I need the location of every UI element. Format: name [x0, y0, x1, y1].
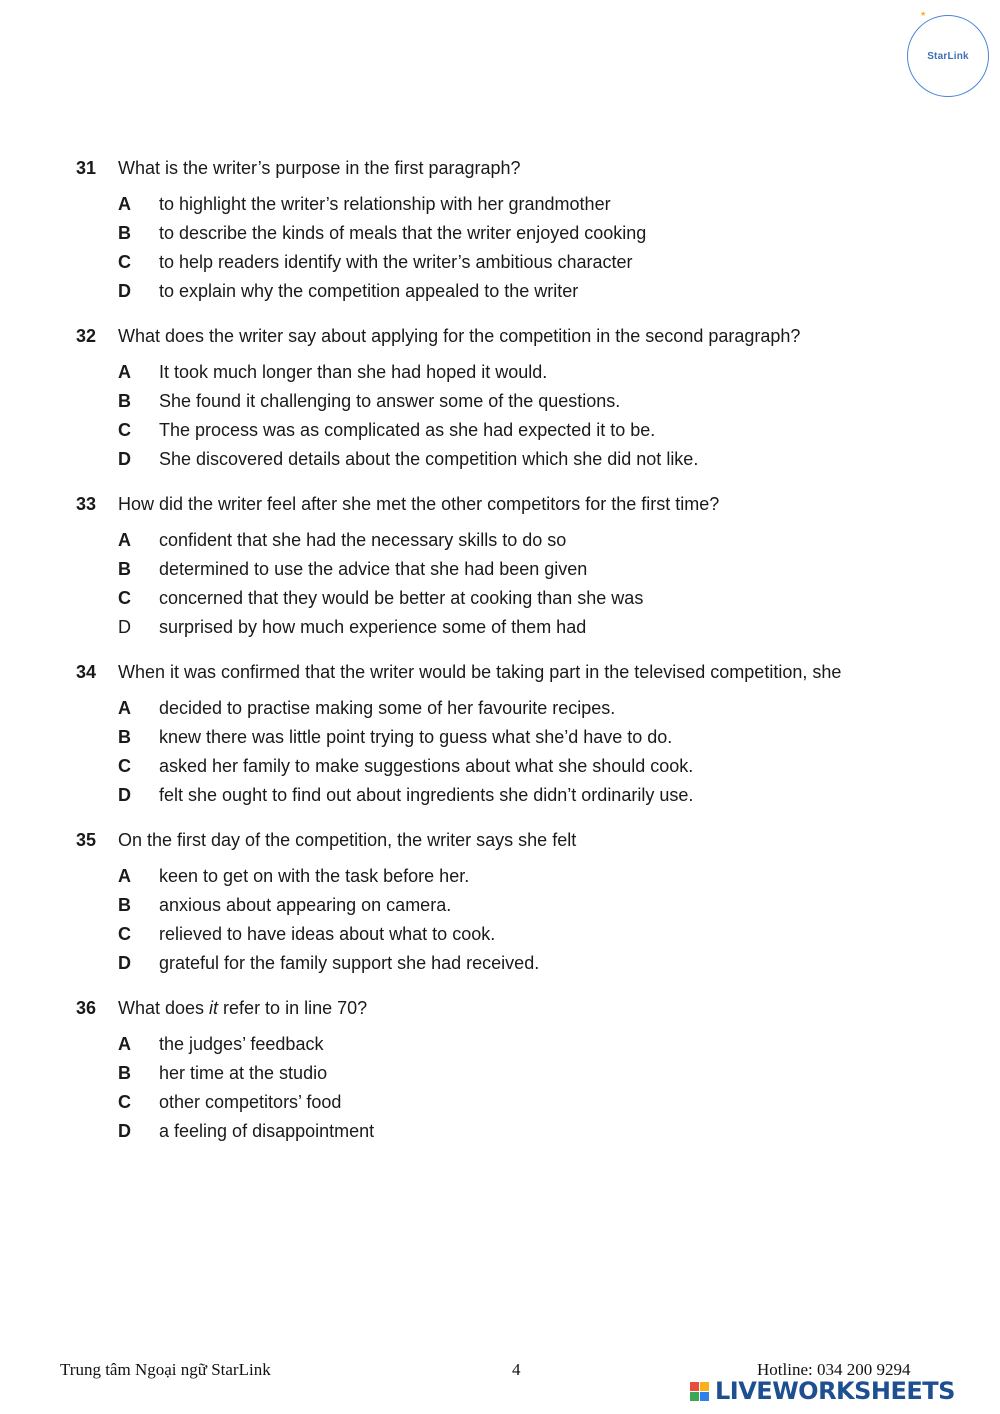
logo-square-icon: [700, 1392, 709, 1401]
option-letter: B: [118, 223, 131, 243]
question-32: [0, 324, 1000, 492]
question-33: [0, 492, 1000, 660]
option-letter: C: [118, 252, 131, 272]
question-number: 34: [76, 662, 97, 682]
option-c[interactable]: [118, 922, 495, 946]
option-letter: B: [118, 1063, 131, 1083]
question-text: What is the writer’s purpose in the first paragraph?: [118, 158, 521, 178]
option-b[interactable]: [118, 221, 646, 245]
option-a[interactable]: [118, 864, 469, 888]
option-letter: D: [118, 617, 131, 637]
option-d[interactable]: [118, 279, 578, 303]
question-31: [0, 156, 1000, 324]
option-text: keen to get on with the task before her.: [159, 866, 470, 886]
question-stem: [76, 492, 719, 516]
question-text-end: refer to in line 70?: [218, 998, 368, 1018]
starlink-logo: [907, 11, 989, 97]
question-text-start: What does: [118, 998, 210, 1018]
question-text: How did the writer feel after she met the other competitors for the first time?: [118, 494, 720, 514]
question-stem: [76, 828, 576, 852]
option-text: relieved to have ideas about what to cook.: [159, 924, 496, 944]
option-letter: B: [118, 895, 131, 915]
option-c[interactable]: [118, 754, 693, 778]
option-letter: C: [118, 924, 131, 944]
footer-hotline: Hotline: 034 200 9294: [757, 1360, 911, 1379]
option-text: other competitors’ food: [159, 1092, 342, 1112]
option-d[interactable]: [118, 951, 539, 975]
question-number: 35: [76, 830, 97, 850]
option-text: a feeling of disappointment: [159, 1121, 375, 1141]
footer-center-name: Trung tâm Ngoại ngữ StarLink: [60, 1360, 271, 1379]
question-number: 33: [76, 494, 97, 514]
question-35: [0, 828, 1000, 996]
option-a[interactable]: [118, 696, 615, 720]
option-letter: A: [118, 362, 131, 382]
option-letter: C: [118, 756, 131, 776]
option-letter: D: [118, 1121, 131, 1141]
option-b[interactable]: [118, 1061, 327, 1085]
question-number: 31: [76, 158, 97, 178]
option-text: confident that she had the necessary skills to do so: [159, 530, 567, 550]
question-36: [0, 996, 1000, 1164]
watermark-text: LIVEWORKSHEETS: [715, 1377, 955, 1405]
option-letter: B: [118, 559, 131, 579]
liveworksheets-logo-icon: [690, 1382, 709, 1401]
option-b[interactable]: [118, 725, 672, 749]
option-letter: D: [118, 281, 131, 301]
option-text: She discovered details about the competition which she did not like.: [159, 449, 699, 469]
option-a[interactable]: [118, 528, 566, 552]
option-text: to highlight the writer’s relationship with her grandmother: [159, 194, 611, 214]
option-text: She found it challenging to answer some of the questions.: [159, 391, 621, 411]
option-letter: D: [118, 953, 131, 973]
option-letter: A: [118, 1034, 131, 1054]
option-letter: D: [118, 785, 131, 805]
question-text: When it was confirmed that the writer would be taking part in the televised competition, she: [118, 662, 842, 682]
question-stem: [76, 156, 521, 180]
option-a[interactable]: [118, 360, 547, 384]
logo-square-icon: [700, 1382, 709, 1391]
option-c[interactable]: [118, 586, 643, 610]
option-b[interactable]: [118, 557, 587, 581]
question-number: 32: [76, 326, 97, 346]
option-d[interactable]: [118, 447, 698, 471]
option-letter: C: [118, 588, 131, 608]
option-c[interactable]: [118, 418, 655, 442]
option-c[interactable]: [118, 1090, 341, 1114]
question-text: What does the writer say about applying for the competition in the second paragraph?: [118, 326, 801, 346]
option-text: to describe the kinds of meals that the writer enjoyed cooking: [159, 223, 647, 243]
option-a[interactable]: [118, 1032, 323, 1056]
option-text: anxious about appearing on camera.: [159, 895, 452, 915]
option-letter: B: [118, 391, 131, 411]
option-letter: A: [118, 698, 131, 718]
option-b[interactable]: [118, 893, 451, 917]
option-text: to explain why the competition appealed to the writer: [159, 281, 579, 301]
option-text: The process was as complicated as she had expected it to be.: [159, 420, 656, 440]
logo-square-icon: [690, 1392, 699, 1401]
question-34: [0, 660, 1000, 828]
question-stem: [76, 660, 841, 684]
option-letter: C: [118, 1092, 131, 1112]
option-letter: A: [118, 530, 131, 550]
option-letter: D: [118, 449, 131, 469]
option-text: the judges’ feedback: [159, 1034, 324, 1054]
option-text: felt she ought to find out about ingredients she didn’t ordinarily use.: [159, 785, 694, 805]
option-letter: C: [118, 420, 131, 440]
question-stem: [76, 324, 800, 348]
option-text: determined to use the advice that she had been given: [159, 559, 588, 579]
option-text: concerned that they would be better at cooking than she was: [159, 588, 644, 608]
option-c[interactable]: [118, 250, 633, 274]
question-text: On the first day of the competition, the writer says she felt: [118, 830, 577, 850]
liveworksheets-watermark: [690, 1376, 990, 1406]
option-text: grateful for the family support she had received.: [159, 953, 540, 973]
option-text: her time at the studio: [159, 1063, 328, 1083]
question-list: [0, 156, 1000, 1164]
option-text: surprised by how much experience some of them had: [159, 617, 587, 637]
option-a[interactable]: [118, 192, 611, 216]
option-text: decided to practise making some of her favourite recipes.: [159, 698, 616, 718]
option-d[interactable]: [118, 783, 693, 807]
question-text-italic: it: [209, 998, 219, 1018]
option-text: knew there was little point trying to guess what she’d have to do.: [159, 727, 673, 747]
question-stem: [76, 996, 367, 1020]
option-d[interactable]: [118, 615, 586, 639]
footer-page-number: 4: [512, 1360, 521, 1379]
logo-text: StarLink: [927, 50, 969, 62]
option-text: asked her family to make suggestions about what she should cook.: [159, 756, 694, 776]
option-b[interactable]: [118, 389, 620, 413]
star-icon: ★: [920, 11, 927, 18]
logo-square-icon: [690, 1382, 699, 1391]
option-text: It took much longer than she had hoped it would.: [159, 362, 548, 382]
option-letter: A: [118, 866, 131, 886]
option-d[interactable]: [118, 1119, 374, 1143]
option-letter: A: [118, 194, 131, 214]
option-text: to help readers identify with the writer’s ambitious character: [159, 252, 633, 272]
question-number: 36: [76, 998, 97, 1018]
option-letter: B: [118, 727, 131, 747]
